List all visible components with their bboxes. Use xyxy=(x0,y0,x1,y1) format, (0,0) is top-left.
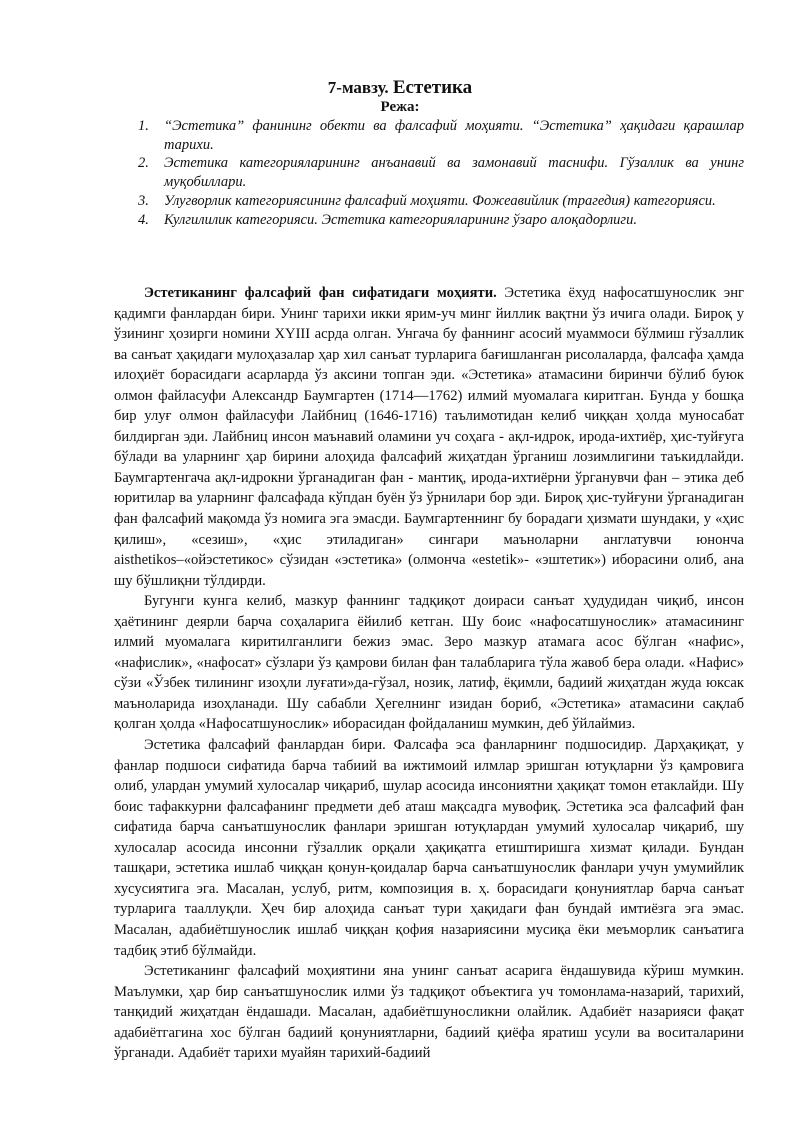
plan-item xyxy=(138,154,744,191)
plan-item-text: “Эстетика” фанининг обекти ва фалсафий моҳияти. “Эстетика” ҳақидаги қарашлар тарихи. xyxy=(164,118,744,153)
plan-item-number: 4. xyxy=(138,211,149,228)
plan-item xyxy=(138,117,744,154)
body-text xyxy=(114,283,744,1064)
plan-item xyxy=(138,211,744,230)
plan-item-text: Кулгилилик категорияси. Эстетика категорияларининг ўзаро алоқадорлиги. xyxy=(164,211,637,228)
paragraph-text: Бугунги кунга келиб, мазкур фаннинг тадқиқот доираси санъат ҳудудидан чиқиб, инсон ҳаётининг деярли барча соҳаларига ёйилиб кетган. Шу боис «нафосатшунослик» атамасининг илмий муомалага киритилганлиги бежиз эмас. Зеро мазкур атамага асос бўлган «нафис», «нафислик», «нафосат» сўзлари ўз қамрови билан фан талабларига тўла жавоб бера олади. «Нафис» сўзи «Ўзбек тилининг изоҳли луғати»да-гўзал, нозик, латиф, ёқимли, бадиий жиҳатдан жуда юксак маъноларида изоҳланади. Шу сабабли Ҳегелнинг изидан бориб, «Эстетика» атамасини сақлаб қолган ҳолда «Нафосатшунослик» иборасидан фойдаланиш мумкин, деб ўйлаймиз. xyxy=(114,593,744,733)
plan-heading: Режа: xyxy=(380,99,420,115)
topic-number: 7-мавзу. xyxy=(327,78,389,97)
paragraph xyxy=(114,283,744,591)
paragraph-text: Эстетиканинг фалсафий моҳиятини яна унинг санъат асарига ёндашувида кўриш мумкин. Маълумки, ҳар бир санъатшунослик илми ўз тадқиқот объектига уч томонлама-назарий, тарихий, танқидий жиҳатдан ёндашади. Масалан, адабиётшуносликни олайлик. Адабиёт назарияси фақат адабиётгагина хос бўлган бадиий қонуниятларни, бадиий қиёфа яратиш усули ва воситаларини ўрганади. Адабиёт тарихи муайян тарихий-бадиий xyxy=(114,963,744,1062)
topic-title: Естетика xyxy=(392,77,473,98)
section-heading: Эстетиканинг фалсафий фан сифатидаги моҳияти. xyxy=(144,285,497,301)
plan-item-text: Эстетика категорияларининг анъанавий ва замонавий таснифи. Гўзаллик ва унинг муқобиллари. xyxy=(164,155,744,191)
plan-item-text: Улугворлик категориясининг фалсафий моҳияти. Фожеавийлик (трагедия) категорияси. xyxy=(164,192,716,209)
plan-item xyxy=(138,192,744,211)
paragraph xyxy=(114,961,744,1064)
plan-item-number: 3. xyxy=(138,192,149,209)
paragraph-text: Эстетика фалсафий фанлардан бири. Фалсафа эса фанларнинг подшосидир. Дарҳақиқат, у фанлар подшоси сифатида барча табиий ва ижтимоий илмлар эришган ютуқларни ўз қамровига олиб, улардан умумий хулосалар чиқариб, шулар асосида инсониятни ҳақиқат томон етаклайди. Шу боис тафаккурни фалсафанинг предмети деб аташ мақсадга мувофиқ. Эстетика эса фалсафий фан сифатида барча санъатшунослик фанлари эришган ютуқлардан умумий хулосалар чиқариб, шу хулосалар асосида инсонни гўзаллик орқали ҳақиқатга етиштиришга хизмат қилади. Бундан ташқари, эстетика ишлаб чиққан қонун-қоидалар барча санъатшунослик фанлари учун умумийлик хусусиятига эга. Масалан, услуб, ритм, композиция в. ҳ. борасидаги қонуниятлар барча санъат турларига тааллуқли. Ҳеч бир алоҳида санъат тури ҳақидаги фан бундай имтиёзга эга эмас. Масалан, адабиётшунослик ишлаб чиққан қофия назариясини мусиқа ёки меъморлик санъатига тадбиқ этиб бўлмайди. xyxy=(114,737,744,959)
paragraph-text: Эстетика ёхуд нафосатшунослик энг қадимги фанлардан бири. Унинг тарихи икки ярим-уч минг йиллик вақтни ўз ичига олади. Бироқ у ўзининг ҳозирги номини ХYIII асрда олган. Унгача бу фаннинг асосий муаммоси бўлмиш гўзаллик ва санъат ҳақидаги мулоҳазалар ҳар хил санъат турларига бағишланган рисолаларда, фалсафа ҳамда илоҳиёт борасидаги асарларда ўз аксини топган эди. «Эстетика» атамасини биринчи бўлиб буюк олмон файласуфи Александр Баумгартен (1714—1762) илмий муомалага киритган. Бунда у бошқа бир улуғ олмон файласуфи Лайбниц (1646-1716) таълимотидан келиб чиққан ҳолда муносабат билдирган эди. Лайбниц инсон маънавий оламини уч соҳага - ақл-идрок, ирода-ихтиёр, ҳис-туйғуга бўлади ва уларнинг ҳар бирини алоҳида фалсафий жиҳатдан ўрганиш лозимлигини таъкидлайди. Баумгартенгача ақл-идрокни ўрганадиган фан - мантиқ, ирода-ихтиёрни ўрганувчи фан – этика деб юритилар ва уларнинг фалсафада кўпдан буён ўз ўрнилари бор эди. Бироқ ҳис-туйғуни ўрганадиган фан фалсафий мақомда ўз номига эга эмасди. Баумгартеннинг бу борадаги ҳизмати шундаки, у «ҳис қилиш», «сезиш», «ҳис этиладиган» сингари маъноларни англатувчи юнонча aisthetikos–«ойэстетикос» сўзидан «эстетика» (олмонча «estetik»- «эштетик») иборасини олиб, ана шу бўшлиқни тўлдирди. xyxy=(114,285,744,589)
plan-list xyxy=(138,117,744,229)
paragraph xyxy=(114,735,744,961)
plan-item-number: 2. xyxy=(138,155,149,172)
plan-item-number: 1. xyxy=(138,118,149,134)
paragraph xyxy=(114,591,744,735)
topic-heading xyxy=(0,78,800,98)
